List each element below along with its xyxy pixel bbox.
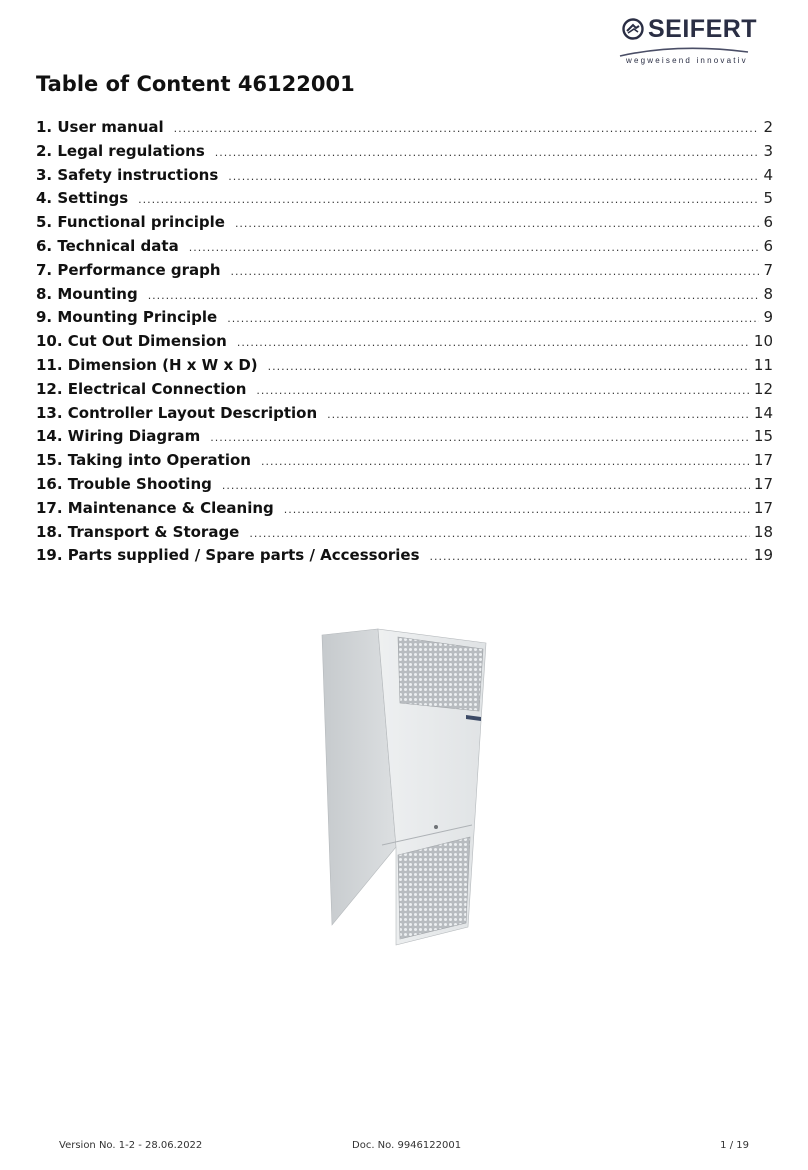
cooling-unit-icon — [318, 627, 490, 947]
toc-leader — [261, 455, 750, 468]
toc-leader — [284, 503, 750, 516]
toc-entry-label: 19. Parts supplied / Spare parts / Accessories — [36, 546, 420, 565]
toc-entry[interactable] — [36, 332, 773, 356]
toc-entry-label: 9. Mounting Principle — [36, 308, 218, 327]
toc-entry[interactable] — [36, 285, 773, 309]
toc-entry[interactable] — [36, 213, 773, 237]
seifert-logo — [618, 14, 758, 68]
toc-entry[interactable] — [36, 380, 773, 404]
toc-entry[interactable] — [36, 118, 773, 142]
toc-entry[interactable] — [36, 189, 773, 213]
toc-leader — [228, 170, 759, 183]
toc-entry[interactable] — [36, 404, 773, 428]
toc-entry-page: 12 — [753, 379, 773, 398]
toc-entry-page: 5 — [763, 189, 773, 208]
toc-leader — [227, 312, 759, 325]
toc-leader — [237, 336, 750, 349]
toc-entry-page: 6 — [763, 213, 773, 232]
toc-entry[interactable] — [36, 451, 773, 475]
toc-leader — [210, 431, 750, 444]
toc-entry-label: 3. Safety instructions — [36, 165, 219, 184]
toc-entry-page: 7 — [763, 260, 773, 279]
toc-entry-label: 13. Controller Layout Description — [36, 403, 318, 422]
toc-leader — [430, 550, 750, 563]
toc-entry-label: 7. Performance graph — [36, 260, 221, 279]
footer-version: Version No. 1-2 - 28.06.2022 — [59, 1140, 203, 1151]
seifert-emblem-icon — [622, 18, 644, 40]
toc-entry[interactable] — [36, 427, 773, 451]
toc-entry-page: 3 — [763, 141, 773, 160]
footer-doc-number: Doc. No. 9946122001 — [352, 1140, 462, 1151]
toc-entry[interactable] — [36, 142, 773, 166]
toc-entry[interactable] — [36, 237, 773, 261]
toc-entry[interactable] — [36, 546, 773, 570]
toc-entry-page: 17 — [753, 474, 773, 493]
footer-page-number: 1 / 19 — [720, 1140, 749, 1151]
toc-entry[interactable] — [36, 308, 773, 332]
toc-entry-page: 17 — [753, 498, 773, 517]
toc-leader — [268, 360, 750, 373]
toc-entry-page: 2 — [763, 118, 773, 136]
toc-entry-label: 5. Functional principle — [36, 213, 225, 232]
toc-entry-label: 6. Technical data — [36, 236, 179, 255]
toc-entry-label: 2. Legal regulations — [36, 141, 205, 160]
table-of-contents — [36, 118, 773, 570]
toc-entry-page: 18 — [753, 522, 773, 541]
toc-leader — [222, 479, 750, 492]
toc-entry-label: 4. Settings — [36, 189, 129, 208]
toc-entry-label: 17. Maintenance & Cleaning — [36, 498, 274, 517]
toc-entry[interactable] — [36, 499, 773, 523]
toc-entry-label: 12. Electrical Connection — [36, 379, 247, 398]
toc-entry-page: 17 — [753, 451, 773, 470]
toc-entry[interactable] — [36, 166, 773, 190]
toc-leader — [189, 241, 760, 254]
toc-entry-page: 6 — [763, 236, 773, 255]
toc-entry-label: 1. User manual — [36, 118, 164, 136]
toc-entry-page: 10 — [753, 332, 773, 351]
logo-wordmark: SEIFERT — [648, 15, 758, 43]
toc-entry-page: 4 — [763, 165, 773, 184]
toc-entry-page: 8 — [763, 284, 773, 303]
toc-leader — [235, 217, 760, 230]
toc-entry-label: 16. Trouble Shooting — [36, 474, 212, 493]
toc-entry[interactable] — [36, 475, 773, 499]
toc-entry-label: 18. Transport & Storage — [36, 522, 240, 541]
toc-leader — [174, 122, 760, 135]
toc-entry-page: 19 — [753, 546, 773, 565]
toc-entry-label: 10. Cut Out Dimension — [36, 332, 227, 351]
toc-leader — [148, 289, 760, 302]
toc-entry[interactable] — [36, 523, 773, 547]
page-title: Table of Content 46122001 — [36, 72, 355, 96]
toc-entry-label: 15. Taking into Operation — [36, 451, 251, 470]
toc-leader — [249, 527, 750, 540]
unit-screw — [434, 825, 438, 829]
toc-entry-label: 14. Wiring Diagram — [36, 427, 201, 446]
toc-entry-page: 14 — [753, 403, 773, 422]
toc-leader — [138, 193, 759, 206]
toc-leader — [231, 265, 760, 278]
lower-vent-grille — [398, 837, 470, 939]
toc-leader — [327, 408, 750, 421]
logo-tagline: wegweisend innovativ — [626, 56, 748, 65]
toc-entry[interactable] — [36, 261, 773, 285]
toc-entry[interactable] — [36, 356, 773, 380]
toc-entry-page: 15 — [753, 427, 773, 446]
upper-vent-grille — [398, 637, 483, 711]
toc-leader — [215, 146, 760, 159]
toc-entry-page: 9 — [763, 308, 773, 327]
toc-entry-page: 11 — [753, 355, 773, 374]
toc-leader — [256, 384, 750, 397]
toc-entry-label: 11. Dimension (H x W x D) — [36, 355, 258, 374]
toc-entry-label: 8. Mounting — [36, 284, 138, 303]
